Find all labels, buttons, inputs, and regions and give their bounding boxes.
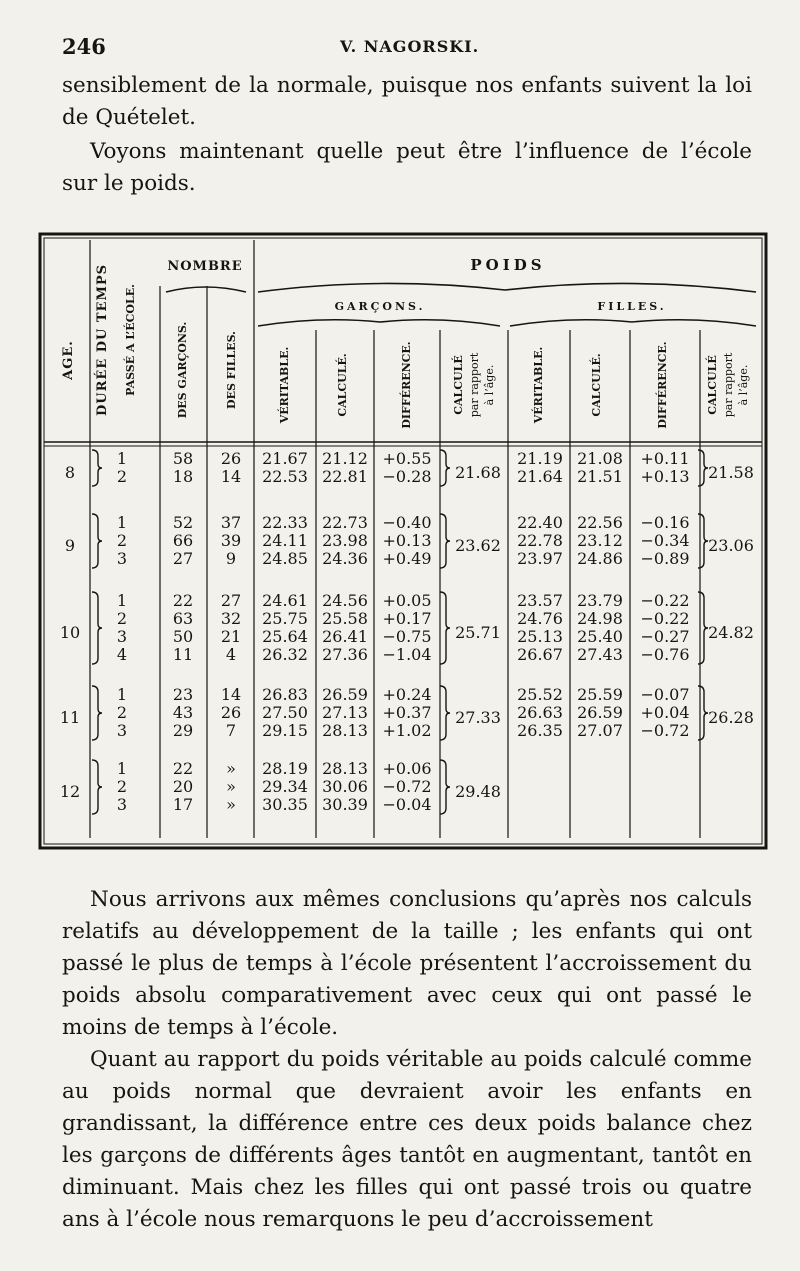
cell-duree: 3 [116, 795, 128, 814]
cell-g-calcule: 27.13 [322, 703, 368, 722]
cell-nb-filles: 26 [220, 703, 242, 722]
cell-nb-garcons: 22 [172, 759, 194, 778]
brace-garcons [440, 760, 450, 814]
cell-f-calcule: 27.07 [577, 721, 623, 740]
cell-g-veritable: 24.61 [262, 591, 308, 610]
cell-f-calcule: 25.40 [577, 627, 623, 646]
table-body [60, 449, 754, 814]
cell-f-calcule: 26.59 [577, 703, 623, 722]
brace-age [92, 592, 102, 664]
brace-garcons [440, 592, 450, 664]
cell-f-difference: −0.16 [640, 513, 690, 532]
cell-f-veritable: 26.67 [517, 645, 563, 664]
cell-age: 12 [59, 782, 81, 801]
cell-g-veritable: 21.67 [262, 449, 308, 468]
cell-f-difference: +0.13 [640, 467, 690, 486]
cell-g-calc-age: 21.68 [455, 463, 501, 482]
cell-duree: 3 [116, 627, 128, 646]
cell-g-veritable: 29.34 [262, 777, 308, 796]
header-f-calc-age-1: CALCULÉ [706, 355, 719, 415]
cell-f-calc-age: 23.06 [708, 536, 754, 555]
cell-duree: 2 [116, 531, 128, 550]
header-poids: POIDS [470, 256, 546, 274]
cell-g-calcule: 25.58 [322, 609, 368, 628]
cell-duree: 1 [116, 685, 128, 704]
cell-f-difference: −0.22 [640, 591, 690, 610]
cell-g-veritable: 26.32 [262, 645, 308, 664]
cell-f-difference: +0.11 [640, 449, 690, 468]
cell-age: 8 [64, 463, 76, 482]
cell-nb-garcons: 50 [172, 627, 194, 646]
paragraph-bottom-2 [62, 1044, 752, 1236]
cell-g-veritable: 29.15 [262, 721, 308, 740]
cell-f-veritable: 22.40 [517, 513, 563, 532]
cell-g-difference: −0.72 [382, 777, 432, 796]
cell-duree: 2 [116, 609, 128, 628]
header-duree: DURÉE DU TEMPS [95, 263, 110, 417]
paragraph-top-2-text: Voyons maintenant quelle peut être l’influence de l’école sur le poids. [62, 139, 752, 196]
cell-duree: 3 [116, 721, 128, 740]
cell-g-calcule: 23.98 [322, 531, 368, 550]
cell-duree: 4 [116, 645, 128, 664]
cell-duree: 1 [116, 449, 128, 468]
paragraph-bottom-2-text: Quant au rapport du poids véritable au poids calculé comme au poids normal que devraient avoir les enfants en grandissant, la différence entre ces deux poids balance chez les garçons de différents âges tantôt en augmentant, tantôt en diminuant. Mais chez les filles qui ont passé trois ou quatre ans à l’école nous remarquons le peu d’accroissement [62, 1047, 752, 1232]
cell-g-veritable: 22.33 [262, 513, 308, 532]
header-duree-sub: PASSÉ A L’ÉCOLE. [124, 284, 137, 396]
cell-g-difference: +1.02 [382, 721, 432, 740]
paragraph-bottom-1 [62, 884, 752, 1044]
cell-nb-filles: 7 [225, 721, 237, 740]
header-f-calcule: CALCULÉ. [590, 353, 603, 417]
cell-nb-garcons: 11 [172, 645, 194, 664]
cell-nb-filles: 21 [220, 627, 242, 646]
cell-nb-garcons: 23 [172, 685, 194, 704]
cell-f-veritable: 21.19 [517, 449, 563, 468]
cell-f-veritable: 25.52 [517, 685, 563, 704]
cell-g-veritable: 25.64 [262, 627, 308, 646]
cell-g-difference: +0.13 [382, 531, 432, 550]
cell-f-difference: −0.72 [640, 721, 690, 740]
cell-nb-garcons: 27 [172, 549, 194, 568]
cell-g-difference: +0.06 [382, 759, 432, 778]
cell-f-calcule: 21.51 [577, 467, 623, 486]
cell-f-veritable: 23.57 [517, 591, 563, 610]
cell-f-veritable: 21.64 [517, 467, 563, 486]
page-number: 246 [62, 34, 106, 59]
cell-nb-filles: » [226, 759, 236, 778]
cell-f-calcule: 24.86 [577, 549, 623, 568]
brace-age [92, 760, 102, 814]
cell-nb-garcons: 29 [172, 721, 194, 740]
cell-g-calcule: 24.56 [322, 591, 368, 610]
cell-g-difference: −0.04 [382, 795, 432, 814]
cell-f-calcule: 24.98 [577, 609, 623, 628]
cell-duree: 2 [116, 703, 128, 722]
cell-g-difference: −0.75 [382, 627, 432, 646]
header-g-calc-age-1: CALCULÉ [452, 355, 465, 415]
cell-g-difference: +0.55 [382, 449, 432, 468]
cell-duree: 1 [116, 591, 128, 610]
cell-g-veritable: 22.53 [262, 467, 308, 486]
cell-f-calc-age: 21.58 [708, 463, 754, 482]
cell-f-difference: −0.34 [640, 531, 690, 550]
cell-g-difference: −0.28 [382, 467, 432, 486]
header-f-calc-age-3: à l’âge. [737, 364, 750, 406]
cell-f-difference: −0.89 [640, 549, 690, 568]
cell-nb-filles: 14 [220, 685, 242, 704]
cell-nb-filles: 27 [220, 591, 242, 610]
cell-duree: 2 [116, 467, 128, 486]
cell-g-calcule: 26.41 [322, 627, 368, 646]
header-g-calcule: CALCULÉ. [336, 353, 349, 417]
cell-g-calc-age: 25.71 [455, 623, 501, 642]
cell-g-difference: +0.24 [382, 685, 432, 704]
cell-f-calcule: 21.08 [577, 449, 623, 468]
cell-f-calcule: 27.43 [577, 645, 623, 664]
cell-nb-garcons: 20 [172, 777, 194, 796]
cell-duree: 3 [116, 549, 128, 568]
cell-g-difference: −1.04 [382, 645, 432, 664]
header-labels [61, 256, 750, 429]
cell-g-calc-age: 29.48 [455, 782, 501, 801]
cell-age: 11 [59, 708, 81, 727]
header-g-veritable: VÉRITABLE. [278, 346, 291, 424]
cell-g-calcule: 27.36 [322, 645, 368, 664]
cell-g-difference: +0.05 [382, 591, 432, 610]
cell-nb-filles: 14 [220, 467, 242, 486]
brace-garcons [440, 514, 450, 568]
cell-nb-filles: 9 [225, 549, 237, 568]
cell-g-veritable: 24.11 [262, 531, 308, 550]
cell-g-calcule: 22.73 [322, 513, 368, 532]
cell-f-calcule: 22.56 [577, 513, 623, 532]
cell-nb-filles: 26 [220, 449, 242, 468]
cell-g-veritable: 27.50 [262, 703, 308, 722]
cell-nb-filles: 39 [220, 531, 242, 550]
cell-g-calcule: 30.39 [322, 795, 368, 814]
cell-g-veritable: 28.19 [262, 759, 308, 778]
header-filles: FILLES. [597, 300, 667, 313]
cell-nb-garcons: 17 [172, 795, 194, 814]
running-title: V. NAGORSKI. [340, 37, 480, 56]
header-g-calc-age-2: par rapport [468, 352, 481, 418]
cell-f-veritable: 25.13 [517, 627, 563, 646]
cell-f-calcule: 23.12 [577, 531, 623, 550]
header-g-calc-age-3: à l’âge. [483, 364, 496, 406]
cell-duree: 2 [116, 777, 128, 796]
cell-g-calcule: 30.06 [322, 777, 368, 796]
cell-duree: 1 [116, 513, 128, 532]
header-f-calc-age-2: par rapport [722, 352, 735, 418]
cell-g-difference: −0.40 [382, 513, 432, 532]
cell-nb-garcons: 18 [172, 467, 194, 486]
cell-nb-garcons: 43 [172, 703, 194, 722]
cell-f-calc-age: 26.28 [708, 708, 754, 727]
cell-f-difference: −0.76 [640, 645, 690, 664]
cell-f-veritable: 23.97 [517, 549, 563, 568]
cell-g-calc-age: 27.33 [455, 708, 501, 727]
cell-g-veritable: 26.83 [262, 685, 308, 704]
cell-age: 9 [64, 536, 76, 555]
paragraph-bottom-1-text: Nous arrivons aux mêmes conclusions qu’après nos calculs relatifs au développement de la taille ; les enfants qui ont passé le plus de temps à l’école présentent l’accroissement du poids absolu comparativement avec ceux qui ont passé le moins de temps à l’école. [62, 887, 752, 1040]
cell-g-difference: +0.17 [382, 609, 432, 628]
cell-g-calcule: 26.59 [322, 685, 368, 704]
cell-f-calcule: 25.59 [577, 685, 623, 704]
cell-nb-garcons: 52 [172, 513, 194, 532]
cell-f-calc-age: 24.82 [708, 623, 754, 642]
cell-age: 10 [59, 623, 81, 642]
brace-garcons [440, 686, 450, 740]
cell-f-difference: −0.22 [640, 609, 690, 628]
cell-nb-filles: 4 [225, 645, 237, 664]
cell-nb-garcons: 63 [172, 609, 194, 628]
header-garcons: GARÇONS. [334, 300, 426, 313]
cell-duree: 1 [116, 759, 128, 778]
cell-g-difference: +0.49 [382, 549, 432, 568]
cell-g-calcule: 28.13 [322, 721, 368, 740]
cell-nb-garcons: 58 [172, 449, 194, 468]
header-des-garcons: DES GARÇONS. [176, 321, 189, 419]
cell-nb-garcons: 22 [172, 591, 194, 610]
cell-g-calcule: 24.36 [322, 549, 368, 568]
cell-g-veritable: 24.85 [262, 549, 308, 568]
brace-age [92, 450, 102, 486]
cell-nb-filles: » [226, 777, 236, 796]
brace-age [92, 514, 102, 568]
cell-g-calcule: 22.81 [322, 467, 368, 486]
brace-age [92, 686, 102, 740]
header-f-difference: DIFFÉRENCE. [656, 341, 669, 429]
header-age: AGE. [61, 340, 76, 380]
cell-f-calcule: 23.79 [577, 591, 623, 610]
cell-g-calc-age: 23.62 [455, 536, 501, 555]
cell-g-calcule: 28.13 [322, 759, 368, 778]
header-nombre: NOMBRE [167, 259, 243, 274]
cell-f-veritable: 26.35 [517, 721, 563, 740]
cell-nb-garcons: 66 [172, 531, 194, 550]
cell-nb-filles: 37 [220, 513, 242, 532]
cell-g-veritable: 25.75 [262, 609, 308, 628]
cell-nb-filles: 32 [220, 609, 242, 628]
cell-f-veritable: 26.63 [517, 703, 563, 722]
cell-nb-filles: » [226, 795, 236, 814]
brace-garcons [440, 450, 450, 486]
cell-f-difference: −0.07 [640, 685, 690, 704]
cell-g-difference: +0.37 [382, 703, 432, 722]
cell-f-veritable: 22.78 [517, 531, 563, 550]
cell-g-veritable: 30.35 [262, 795, 308, 814]
header-g-difference: DIFFÉRENCE. [400, 341, 413, 429]
cell-f-veritable: 24.76 [517, 609, 563, 628]
header-des-filles: DES FILLES. [225, 331, 238, 409]
header-f-veritable: VÉRITABLE. [532, 346, 545, 424]
cell-g-calcule: 21.12 [322, 449, 368, 468]
cell-f-difference: −0.27 [640, 627, 690, 646]
paragraph-top-1: sensiblement de la normale, puisque nos enfants suivent la loi de Quételet. [62, 73, 752, 130]
cell-f-difference: +0.04 [640, 703, 690, 722]
